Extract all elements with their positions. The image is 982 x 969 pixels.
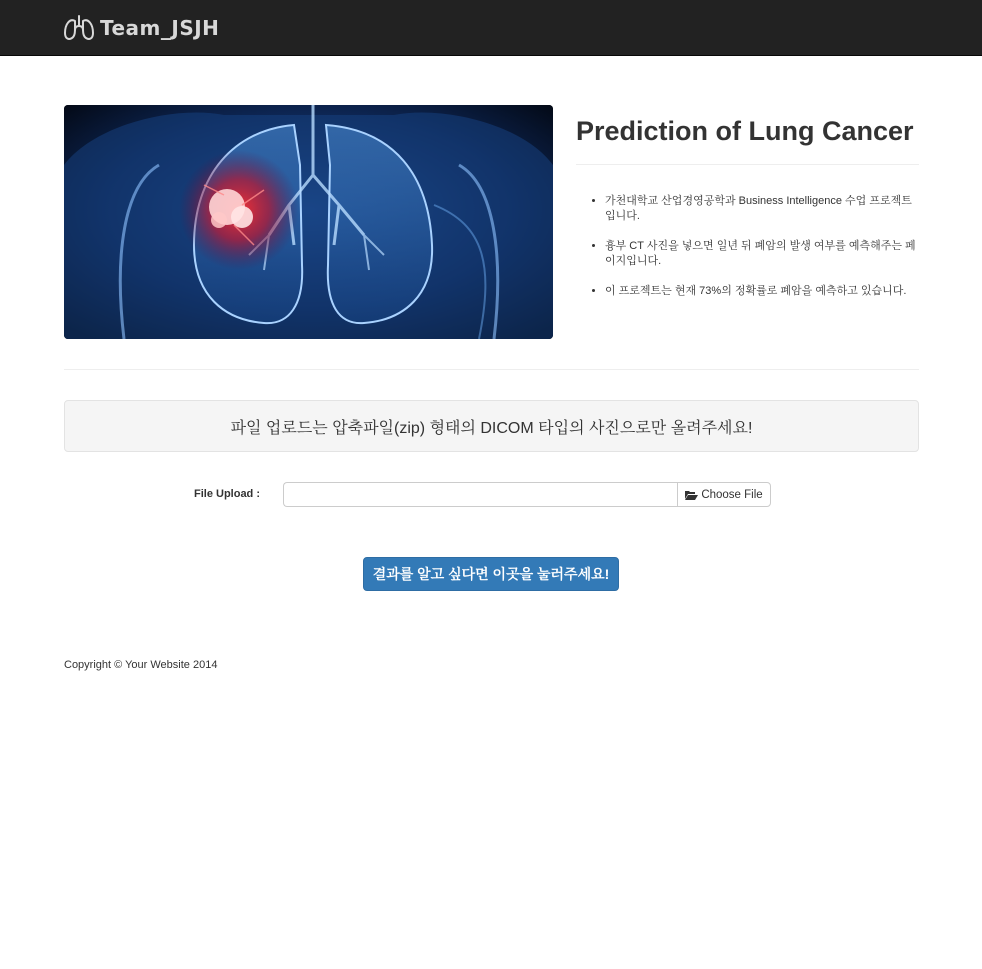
brand-text: Team_JSJH	[100, 16, 220, 40]
description-list	[576, 194, 919, 314]
footer-copyright: Copyright © Your Website 2014	[64, 659, 218, 671]
upload-notice	[64, 400, 919, 452]
lungs-icon	[63, 14, 95, 42]
choose-file-label: Choose File	[701, 488, 763, 501]
file-upload-input[interactable]	[283, 482, 678, 507]
submit-button[interactable]: 결과를 알고 싶다면 이곳을 눌러주세요!	[363, 557, 619, 591]
list-item: • 흉부 CT 사진을 넣으면 일년 뒤 폐암의 발생 여부를 예측해주는 페이지입니다.	[605, 239, 919, 269]
navbar	[0, 0, 982, 56]
list-item: • 이 프로젝트는 현재 73%의 정확률로 폐암을 예측하고 있습니다.	[605, 284, 919, 299]
folder-open-icon	[685, 490, 698, 500]
file-upload-label: File Upload :	[194, 488, 260, 500]
page-title: Prediction of Lung Cancer	[576, 116, 914, 146]
brand-link[interactable]	[63, 13, 219, 43]
title-divider	[576, 164, 919, 165]
lung-cancer-image	[64, 105, 553, 339]
upload-notice-text: 파일 업로드는 압축파일(zip) 형태의 DICOM 타입의 사진으로만 올려주세요!	[230, 419, 753, 437]
list-item: • 가천대학교 산업경영공학과 Business Intelligence 수업 프로젝트입니다.	[605, 194, 919, 224]
section-divider	[64, 369, 919, 370]
choose-file-button[interactable]	[677, 482, 771, 507]
